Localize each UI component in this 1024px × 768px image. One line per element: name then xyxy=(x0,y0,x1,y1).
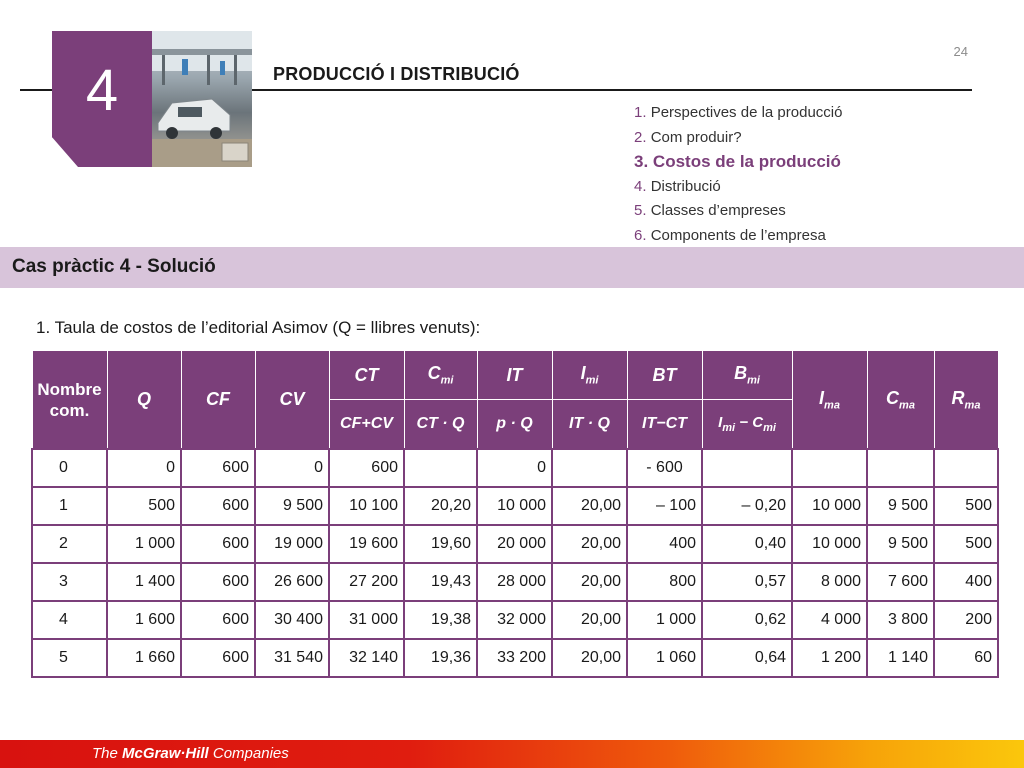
table-cell: 4 000 xyxy=(792,601,867,639)
chapter-badge xyxy=(52,31,252,167)
table-cell: 60 xyxy=(934,639,998,677)
col-header-bmi: $B_{mi}$ xyxy=(702,351,792,400)
col-header-cf: CF xyxy=(181,351,255,450)
table-cell: 19,38 xyxy=(404,601,477,639)
table-cell: 2 xyxy=(32,525,107,563)
table-cell: 19 600 xyxy=(329,525,404,563)
table-cell: 3 xyxy=(32,563,107,601)
table-cell: 10 000 xyxy=(477,487,552,525)
factory-photo xyxy=(152,31,252,167)
table-cell: 20,20 xyxy=(404,487,477,525)
table-cell: 600 xyxy=(181,525,255,563)
table-cell: 200 xyxy=(934,601,998,639)
table-cell: 19 000 xyxy=(255,525,329,563)
formula-bt: IT−CT xyxy=(627,400,702,450)
col-header-ct: CT xyxy=(329,351,404,400)
table-cell xyxy=(867,449,934,487)
table-cell: 9 500 xyxy=(867,525,934,563)
section-title: Cas pràctic 4 - Solució xyxy=(12,256,216,277)
cost-table xyxy=(31,350,999,678)
table-cell: 1 000 xyxy=(107,525,181,563)
chapter-number: 4 xyxy=(85,58,119,123)
table-cell: 1 660 xyxy=(107,639,181,677)
table-row xyxy=(32,525,998,563)
table-cell xyxy=(404,449,477,487)
table-cell: 10 000 xyxy=(792,525,867,563)
table-cell: 600 xyxy=(329,449,404,487)
table-cell: 20,00 xyxy=(552,563,627,601)
table-cell: 30 400 xyxy=(255,601,329,639)
table-of-contents xyxy=(634,101,842,249)
col-header-imi: $I_{mi}$ xyxy=(552,351,627,400)
header-row-top xyxy=(32,351,998,400)
table-cell: 10 100 xyxy=(329,487,404,525)
col-header-it: IT xyxy=(477,351,552,400)
table-cell: 600 xyxy=(181,601,255,639)
table-cell: 400 xyxy=(627,525,702,563)
table-cell: 31 000 xyxy=(329,601,404,639)
toc-item-5[interactable]: 5. Classes d’empreses xyxy=(634,202,786,220)
footer-bar xyxy=(0,740,1024,768)
table-cell: 10 000 xyxy=(792,487,867,525)
table-cell: 0,62 xyxy=(702,601,792,639)
table-cell: - 600 xyxy=(627,449,702,487)
table-cell: 600 xyxy=(181,487,255,525)
table-cell: 0 xyxy=(32,449,107,487)
table-cell: 1 200 xyxy=(792,639,867,677)
table-cell: 32 000 xyxy=(477,601,552,639)
table-cell: 400 xyxy=(934,563,998,601)
table-cell: 1 140 xyxy=(867,639,934,677)
table-cell: – 0,20 xyxy=(702,487,792,525)
table-row xyxy=(32,601,998,639)
table-row xyxy=(32,449,998,487)
table-cell: 500 xyxy=(107,487,181,525)
formula-bmi: $I_{mi} - C_{mi}$ xyxy=(702,400,792,450)
table-cell xyxy=(792,449,867,487)
table-cell: 0,64 xyxy=(702,639,792,677)
table-cell: 19,43 xyxy=(404,563,477,601)
table-cell: 9 500 xyxy=(867,487,934,525)
table-cell: 0 xyxy=(477,449,552,487)
table-cell: 600 xyxy=(181,639,255,677)
table-cell: 7 600 xyxy=(867,563,934,601)
table-cell: 1 000 xyxy=(627,601,702,639)
table-cell: 20 000 xyxy=(477,525,552,563)
col-header-q: Q xyxy=(107,351,181,450)
section-bar xyxy=(0,247,1024,288)
table-cell: 32 140 xyxy=(329,639,404,677)
col-header-nombre: Nombre com. xyxy=(32,351,107,450)
table-cell: – 100 xyxy=(627,487,702,525)
car-factory-image xyxy=(152,31,252,167)
table-cell: 20,00 xyxy=(552,525,627,563)
table-cell: 500 xyxy=(934,487,998,525)
table-cell: 0 xyxy=(107,449,181,487)
formula-it: p · Q xyxy=(477,400,552,450)
table-cell: 9 500 xyxy=(255,487,329,525)
formula-cmi: CT · Q xyxy=(404,400,477,450)
table-cell: 800 xyxy=(627,563,702,601)
table-cell: 1 400 xyxy=(107,563,181,601)
table-body xyxy=(32,449,998,677)
table-cell: 3 800 xyxy=(867,601,934,639)
table-cell: 1 xyxy=(32,487,107,525)
col-header-bt: BT xyxy=(627,351,702,400)
table-cell: 20,00 xyxy=(552,601,627,639)
table-cell: 0,40 xyxy=(702,525,792,563)
table-cell: 20,00 xyxy=(552,639,627,677)
table-cell: 600 xyxy=(181,449,255,487)
table-cell: 600 xyxy=(181,563,255,601)
col-header-ima: $I_{ma}$ xyxy=(792,351,867,450)
chapter-title: PRODUCCIÓ I DISTRIBUCIÓ xyxy=(273,64,520,84)
formula-ct: CF+CV xyxy=(329,400,404,450)
table-cell: 5 xyxy=(32,639,107,677)
table-row xyxy=(32,639,998,677)
toc-item-2[interactable]: 2. Com produir? xyxy=(634,128,742,146)
page-number: 24 xyxy=(953,44,968,59)
table-row xyxy=(32,563,998,601)
table-cell: 0,57 xyxy=(702,563,792,601)
table-cell xyxy=(552,449,627,487)
table-cell: 19,36 xyxy=(404,639,477,677)
table-cell: 19,60 xyxy=(404,525,477,563)
table-cell: 20,00 xyxy=(552,487,627,525)
toc-item-6[interactable]: 6. Components de l’empresa xyxy=(634,226,826,244)
table-cell: 500 xyxy=(934,525,998,563)
intro-text: 1. Taula de costos de l’editorial Asimov (Q = llibres venuts): xyxy=(36,318,481,337)
table-cell: 4 xyxy=(32,601,107,639)
col-header-cmi: $C_{mi}$ xyxy=(404,351,477,400)
toc-item-1[interactable]: 1. Perspectives de la producció xyxy=(634,104,843,121)
cost-table-wrapper xyxy=(31,350,997,692)
table-cell xyxy=(702,449,792,487)
table-cell: 1 060 xyxy=(627,639,702,677)
table-cell: 28 000 xyxy=(477,563,552,601)
table-cell xyxy=(934,449,998,487)
formula-imi: IT · Q xyxy=(552,400,627,450)
table-cell: 1 600 xyxy=(107,601,181,639)
table-cell: 33 200 xyxy=(477,639,552,677)
col-header-cv: CV xyxy=(255,351,329,450)
toc-item-3-active[interactable]: 3. Costos de la producció xyxy=(634,152,841,172)
toc-item-4[interactable]: 4. Distribució xyxy=(634,177,721,195)
col-header-rma: $R_{ma}$ xyxy=(934,351,998,450)
table-cell: 31 540 xyxy=(255,639,329,677)
table-cell: 27 200 xyxy=(329,563,404,601)
table-cell: 0 xyxy=(255,449,329,487)
table-cell: 26 600 xyxy=(255,563,329,601)
table-cell: 8 000 xyxy=(792,563,867,601)
col-header-cma: $C_{ma}$ xyxy=(867,351,934,450)
mcgraw-hill-logo: The McGraw·Hill Companies xyxy=(92,745,289,762)
table-row xyxy=(32,487,998,525)
